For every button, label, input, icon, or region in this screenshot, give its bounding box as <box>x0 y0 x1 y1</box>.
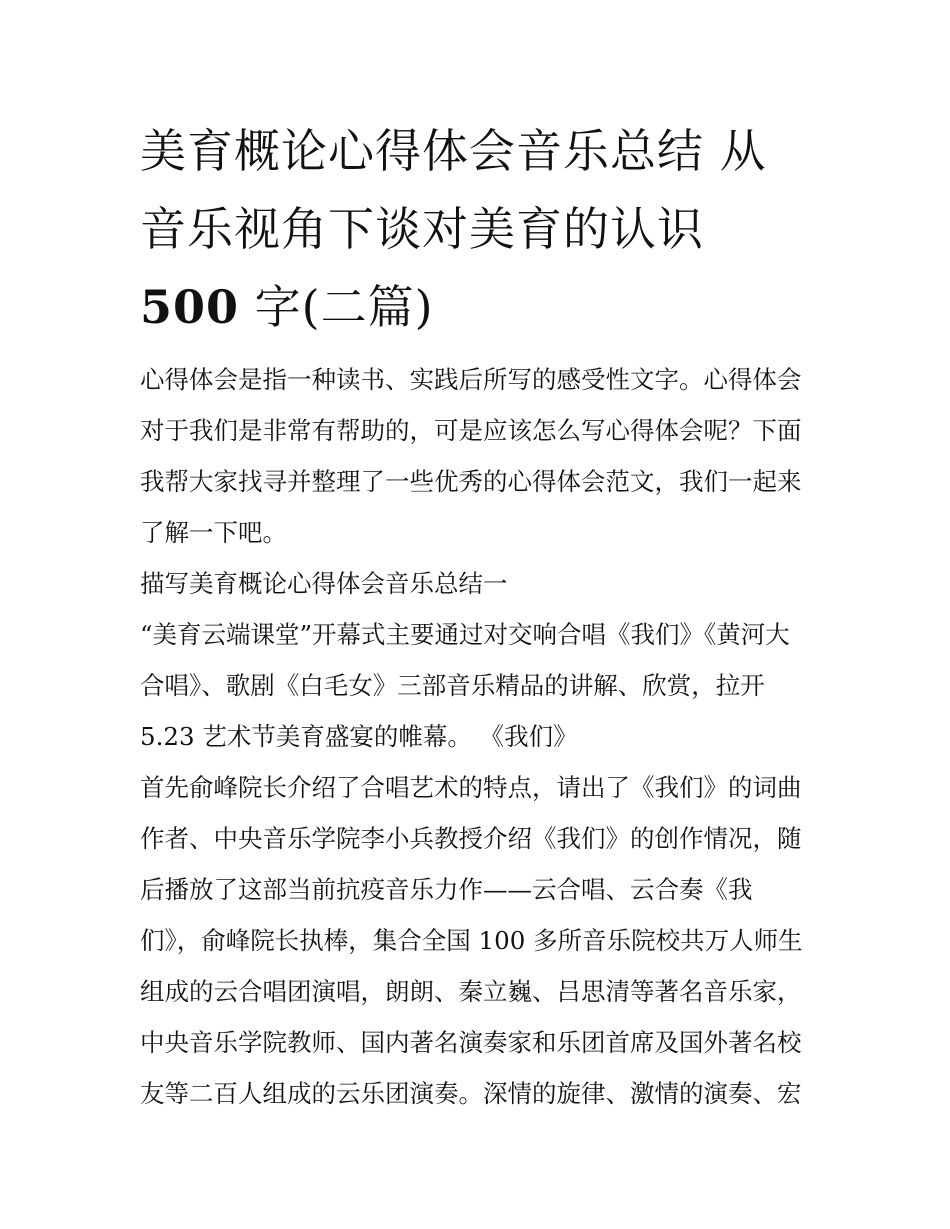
body-line: 首先俞峰院长介绍了合唱艺术的特点，请出了《我们》的词曲 <box>140 773 802 802</box>
document-body <box>140 354 820 1119</box>
document-title <box>140 112 820 346</box>
body-line: 作者、中央音乐学院李小兵教授介绍《我们》的创作情况，随 <box>140 824 802 853</box>
title-line-3 <box>140 268 820 346</box>
title-number: 500 <box>140 280 240 334</box>
title-line-2: 音乐视角下谈对美育的认识 <box>140 202 704 256</box>
body-line: 心得体会是指一种读书、实践后所写的感受性文字。心得体会 <box>140 365 802 394</box>
title-line-1: 美育概论心得体会音乐总结 从 <box>140 124 767 178</box>
body-line: “美育云端课堂”开幕式主要通过对交响合唱《我们》《黄河大 <box>140 620 790 649</box>
body-line: 对于我们是非常有帮助的，可是应该怎么写心得体会呢？下面 <box>140 416 802 445</box>
document-page <box>140 112 820 1119</box>
body-line: 5.23 艺术节美育盛宴的帷幕。 《我们》 <box>140 722 578 751</box>
body-line: 组成的云合唱团演唱，朗朗、秦立巍、吕思清等著名音乐家， <box>140 977 802 1006</box>
body-line: 合唱》、歌剧《白毛女》三部音乐精品的讲解、欣赏，拉开 <box>140 671 765 700</box>
section-heading: 描写美育概论心得体会音乐总结一 <box>140 569 508 598</box>
body-line: 了解一下吧。 <box>140 518 287 547</box>
body-line: 友等二百人组成的云乐团演奏。深情的旋律、激情的演奏、宏 <box>140 1079 802 1108</box>
body-line: 中央音乐学院教师、国内著名演奏家和乐团首席及国外著名校 <box>140 1028 802 1057</box>
body-line: 们》，俞峰院长执棒，集合全国 100 多所音乐院校共万人师生 <box>140 926 803 955</box>
body-line: 后播放了这部当前抗疫音乐力作——云合唱、云合奏《我 <box>140 875 753 904</box>
title-suffix: 字(二篇) <box>239 280 434 334</box>
body-line: 我帮大家找寻并整理了一些优秀的心得体会范文，我们一起来 <box>140 467 802 496</box>
